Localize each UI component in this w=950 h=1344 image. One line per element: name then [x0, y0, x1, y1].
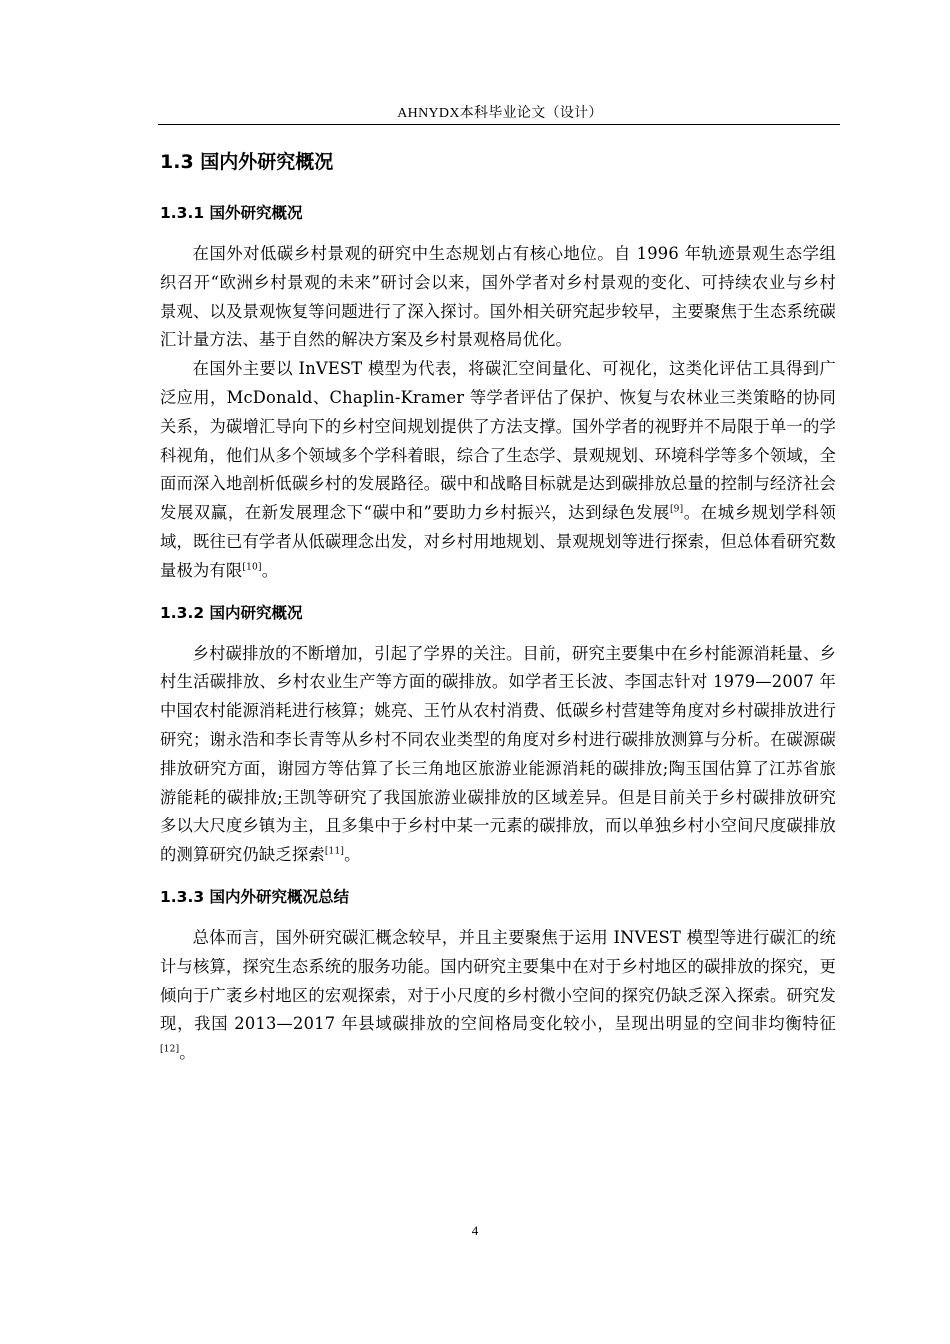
text-run: 在国外主要以 InVEST 模型为代表，将碳汇空间量化、可视化，这类化评估工具得到广泛应用，McDonald、Chaplin-Kramer 等学者评估了保护、恢复与农林业三类策略的协同关系，为碳增汇导向下的乡村空间规划提供了方法支撑。国外学者的视野并不局限于单一的学科视角，他们从多个领域多个学科着眼，综合了生态学、景观规划、环境科学等多个领域，全面而深入地剖析低碳乡村的发展路径。碳中和战略目标就是达到碳排放总量的控制与经济社会发展双赢，在新发展理念下“碳中和”要助力乡村振兴，达到绿色发展: [160, 359, 836, 523]
citation-10: [10]: [242, 562, 262, 573]
text-run: 。在城乡规划学科领域，既往已有学者从低碳理念出发，对乡村用地规划、景观规划等进行探索，但总体看研究数量极为有限: [160, 503, 836, 580]
header-rule: [158, 124, 840, 125]
text-run: 。: [344, 845, 361, 865]
page-number: 4: [471, 1223, 479, 1238]
citation-11: [11]: [324, 846, 345, 857]
text-run: 。: [179, 1043, 196, 1063]
text-run: 乡村碳排放的不断增加，引起了学界的关注。目前，研究主要集中在乡村能源消耗量、乡村生活碳排放、乡村农业生产等方面的碳排放。如学者王长波、李国志针对 1979—2007 年中国农村能源消耗进行核算；姚亮、王竹从农村消费、低碳乡村营建等角度对乡村碳排放进行研究；谢永浩和李长青等从乡村不同农业类型的角度对乡村进行碳排放测算与分析。在碳源碳排放研究方面，谢园方等估算了长三角地区旅游业能源消耗的碳排放;陶玉国估算了江苏省旅游能耗的碳排放;王凯等研究了我国旅游业碳排放的区域差异。但是目前关于乡村碳排放研究多以大尺度乡镇为主，且多集中于乡村中某一元素的碳排放，而以单独乡村小空间尺度碳排放的测算研究仍缺乏探索: [160, 643, 836, 865]
citation-9: [9]: [669, 504, 684, 515]
text-run: 。: [261, 560, 279, 580]
citation-12: [12]: [160, 1044, 180, 1055]
paragraph-summary-1: [160, 924, 836, 1068]
paragraph-foreign-2: [160, 355, 836, 585]
section-heading-1-3-3: 1.3.3 国内外研究概况总结: [160, 887, 350, 906]
section-heading-1-3: 1.3 国内外研究概况: [160, 151, 334, 173]
paragraph-domestic-1: [160, 640, 836, 870]
text-run: 总体而言，国外研究碳汇概念较早，并且主要聚焦于运用 INVEST 模型等进行碳汇的统计与核算，探究生态系统的服务功能。国内研究主要集中在对于乡村地区的碳排放的探究，更倾向于广袤乡村地区的宏观探索，对于小尺度的乡村微小空间的探究仍缺乏深入探索。研究发现，我国 2013—2017 年县域碳排放的空间格局变化较小，呈现出明显的空间非均衡特征: [160, 927, 836, 1034]
page-content: [160, 142, 836, 1068]
section-heading-1-3-1: 1.3.1 国外研究概况: [160, 204, 303, 222]
running-header: AHNYDX本科毕业论文（设计）: [397, 106, 603, 121]
section-heading-1-3-2: 1.3.2 国内研究概况: [160, 603, 303, 622]
paragraph-foreign-1: 在国外对低碳乡村景观的研究中生态规划占有核心地位。自 1996 年轨迹景观生态学组织召开“欧洲乡村景观的未来”研讨会以来，国外学者对乡村景观的变化、可持续农业与乡村景观、以及景观恢复等问题进行了深入探讨。国外相关研究起步较早，主要聚焦于生态系统碳汇计量方法、基于自然的解决方案及乡村景观格局优化。: [160, 244, 836, 350]
